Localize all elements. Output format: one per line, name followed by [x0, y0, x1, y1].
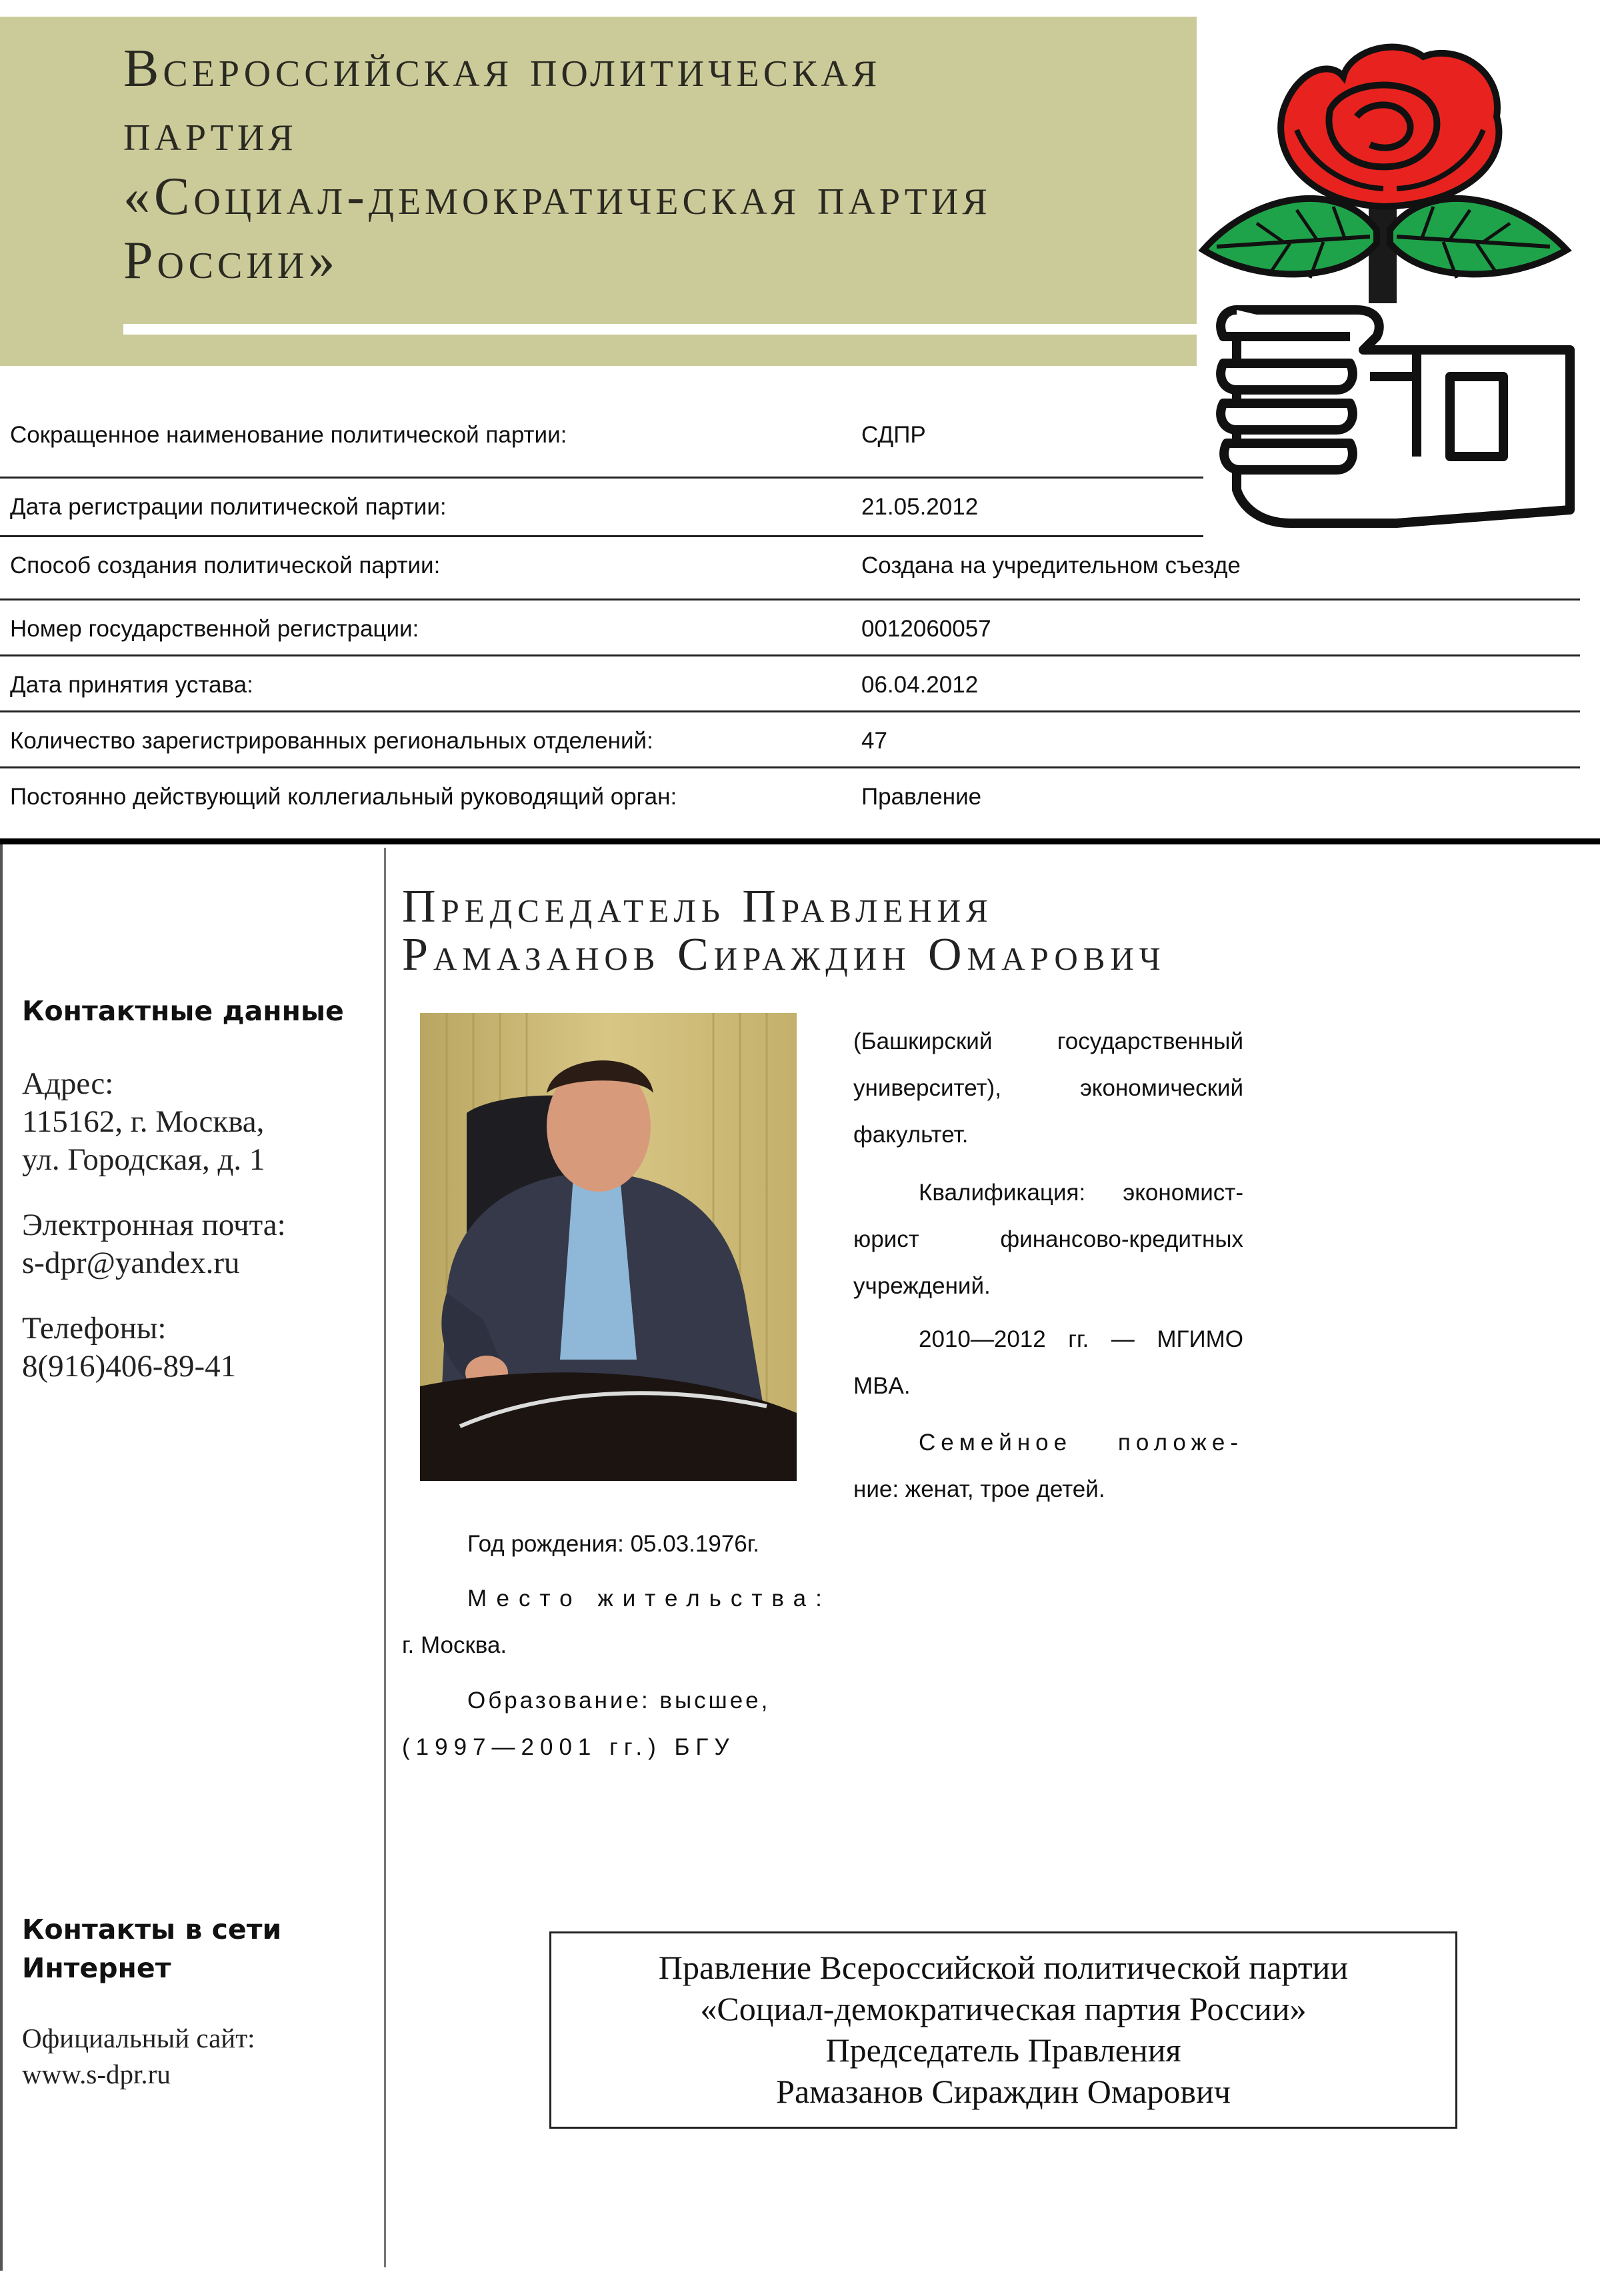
education-line: Образование: высшее, — [467, 1688, 771, 1714]
info-label: Дата принятия устава: — [10, 672, 253, 698]
address-label: Адрес: — [22, 1066, 114, 1101]
address-line: ул. Городская, д. 1 — [22, 1142, 265, 1177]
party-title-line: России» — [123, 231, 339, 290]
signature-box — [549, 1931, 1457, 2129]
info-label: Номер государственной регистрации: — [10, 616, 419, 642]
education-cont-line: университет), экономический — [853, 1075, 1243, 1101]
rose-in-fist-icon — [1197, 30, 1587, 550]
info-value: 47 — [861, 728, 887, 754]
party-title-line: Всероссийская политическая — [123, 39, 881, 98]
info-label: Количество зарегистрированных региональных отделений: — [10, 728, 653, 754]
chairman-heading — [402, 883, 1335, 979]
info-row — [0, 656, 1600, 713]
education-info — [402, 1678, 810, 1771]
mba-info — [853, 1316, 1243, 1410]
site-value: www.s-dpr.ru — [22, 2059, 171, 2089]
signature-line: Рамазанов Сираждин Омарович — [776, 2073, 1231, 2110]
info-row — [0, 768, 1600, 825]
family-line: Семейное положе- — [919, 1430, 1243, 1456]
qualification-line: Квалификация: экономист- — [919, 1180, 1243, 1206]
residence-label: Место жительства: — [467, 1586, 831, 1612]
education-continued — [853, 1018, 1243, 1158]
signature-line: «Социал-демократическая партия России» — [700, 1990, 1307, 2027]
email-label: Электронная почта: — [22, 1208, 286, 1242]
signature-line: Председатель Правления — [825, 2031, 1181, 2069]
party-title — [123, 37, 1183, 293]
party-title-line: «Социал-демократическая партия — [123, 167, 991, 226]
qualification-line: юрист финансово-кредитных — [853, 1226, 1243, 1252]
signature-line: Правление Всероссийской политической партии — [658, 1949, 1349, 1986]
info-value: 0012060057 — [861, 616, 991, 642]
site-label: Официальный сайт: — [22, 2023, 255, 2053]
internet-heading: Контакты в сети — [22, 1913, 282, 1945]
info-row — [0, 712, 1600, 769]
education-cont-line: (Башкирский государственный — [853, 1028, 1243, 1054]
education-cont-line: факультет. — [853, 1122, 969, 1148]
section-divider — [0, 838, 1600, 844]
info-label: Сокращенное наименование политической партии: — [10, 422, 567, 448]
residence-city: г. Москва. — [402, 1632, 507, 1658]
qualification-info — [853, 1170, 1243, 1310]
mba-line: MBA. — [853, 1373, 911, 1399]
info-row — [0, 600, 1600, 657]
internet-heading: Интернет — [22, 1952, 171, 1984]
mba-line: 2010—2012 гг. — МГИМО — [919, 1326, 1243, 1352]
info-row — [0, 479, 1200, 535]
info-row — [0, 407, 1200, 463]
birth-info — [402, 1521, 810, 1568]
right-leaf — [1390, 199, 1567, 278]
title-underline — [123, 324, 1197, 335]
qualification-line: учреждений. — [853, 1273, 991, 1299]
email-value: s-dpr@yandex.ru — [22, 1246, 240, 1280]
info-label: Способ создания политической партии: — [10, 553, 441, 578]
page-left-border — [0, 844, 3, 2271]
left-leaf — [1203, 199, 1377, 278]
info-value: Создана на учредительном съезде — [861, 553, 1241, 578]
info-label: Постоянно действующий коллегиальный руководящий орган: — [10, 784, 677, 810]
family-info — [853, 1420, 1243, 1513]
birth-text: Год рождения: 05.03.1976г. — [467, 1531, 759, 1557]
chairman-name: Рамазанов Сираждин Омарович — [402, 929, 1166, 980]
info-value: СДПР — [861, 422, 926, 448]
rose-flower — [1281, 47, 1499, 207]
info-value: 21.05.2012 — [861, 494, 979, 520]
info-value: 06.04.2012 — [861, 672, 979, 698]
chairman-portrait-photo — [420, 1013, 797, 1481]
education-line: (1997—2001 гг.) БГУ — [402, 1734, 735, 1760]
family-line: ние: женат, трое детей. — [853, 1476, 1105, 1502]
chairman-title: Председатель Правления — [402, 881, 993, 932]
info-row — [0, 537, 1600, 594]
contacts-heading: Контактные данные — [22, 995, 344, 1027]
phones-label: Телефоны: — [22, 1311, 167, 1346]
column-divider — [384, 848, 386, 2267]
phone-value: 8(916)406-89-41 — [22, 1349, 237, 1384]
party-title-line: партия — [123, 103, 297, 162]
address-line: 115162, г. Москва, — [22, 1104, 265, 1139]
info-value: Правление — [861, 784, 982, 810]
fist — [1221, 310, 1570, 523]
residence-info — [402, 1576, 831, 1669]
info-label: Дата регистрации политической партии: — [10, 494, 447, 520]
